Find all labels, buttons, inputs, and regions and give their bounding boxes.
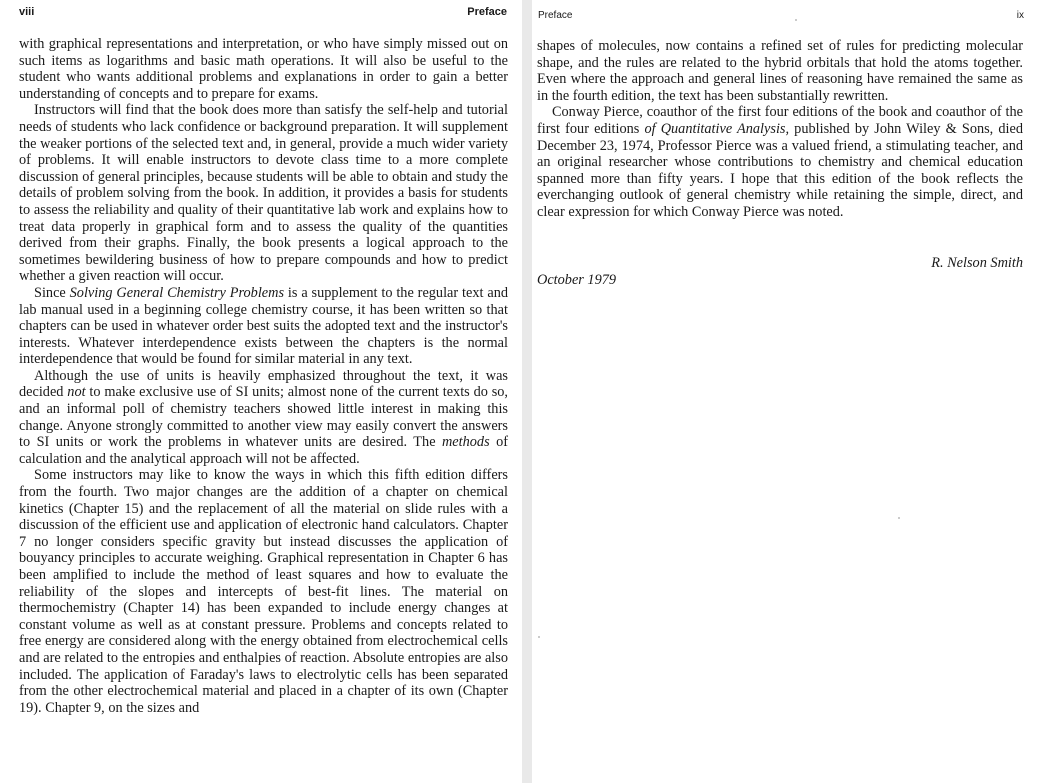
right-page bbox=[532, 0, 1050, 783]
left-paragraph-2 bbox=[19, 102, 508, 285]
left-paragraph-1 bbox=[19, 36, 508, 102]
right-page-number: ix bbox=[1016, 10, 1024, 21]
emphasis-not: not bbox=[67, 384, 86, 401]
left-body-text bbox=[19, 36, 508, 716]
left-paragraph-5 bbox=[19, 467, 508, 716]
scan-speck bbox=[538, 636, 540, 638]
scan-speck bbox=[898, 517, 900, 519]
book-title-emphasis: Solving General Chemistry Problems bbox=[69, 284, 285, 301]
right-running-title: Preface bbox=[538, 10, 573, 21]
paragraph-text: Conway Pierce, coauthor of the first four editions of the book and coauthor of the first four editions bbox=[537, 104, 1023, 137]
paragraph-text: with graphical representations and interpretation, or who have simply missed out on such items as logarithms and basic math operations. It will also be useful to the student who wants additional problems and explanations in order to gain a better understanding of concepts and to prepare for exams. bbox=[19, 36, 508, 102]
paragraph-text: Instructors will find that the book does more than satisfy the self-help and tutorial needs of students who lack confidence or background preparation. It will supplement the weaker portions of the selected text and, in general, provide a much wider variety of problems. It will enable instructors to devote class time to a more complete discussion of general principles, because students will be able to obtain and study the details of problem solving from the book. In addition, it provides a basis for students to assess the reliability and quality of their quantitative lab work and explains how to treat data properly in graphical form and to assess the quality of the quantities derived from their graphs. Finally, the book presents a logical approach to the sometimes bewildering business of how to prepare compounds and how to predict whether a given reaction will occur. bbox=[19, 102, 508, 285]
scan-speck bbox=[795, 19, 797, 21]
paragraph-text: Some instructors may like to know the ways in which this fifth edition differs from the fourth. Two major changes are the addition of a chapter on chemical kinetics (Chapter 15) and the replacement of all the material on slide rules with a discussion of the efficient use and application of electronic hand calculators. Chapter 7 no longer considers specific gravity but instead discusses the application of bouyancy principles to accurate weighing. Graphical representation in Chapter 6 has been amplified to include the method of least squares and how to evaluate the reliability of the slopes and intercepts of best-fit lines. The material on thermochemistry (Chapter 14) has been expanded to include energy changes at constant volume as well as at constant pressure. Problems and concepts related to free energy are considered along with the energy obtained from electrochemical cells and are related to the entropies and enthalpies of reaction. Absolute entropies are also included. The application of Faraday's laws to electrolytic cells has been separated from the other electrochemical material and placed in a chapter of its own (Chapter 19). Chapter 9, on the sizes and bbox=[19, 467, 508, 716]
right-paragraph-1 bbox=[537, 38, 1023, 104]
preface-date: October 1979 bbox=[537, 272, 617, 288]
left-running-title: Preface bbox=[467, 6, 507, 18]
paragraph-text: of calculation and the analytical approach will not be affected. bbox=[19, 434, 508, 467]
left-page bbox=[0, 0, 522, 783]
left-paragraph-3 bbox=[19, 285, 508, 368]
paragraph-text: Although the use of units is heavily emphasized throughout the text, it was decided bbox=[19, 367, 508, 401]
right-running-head bbox=[532, 10, 1050, 26]
left-page-number: viii bbox=[19, 6, 35, 18]
paragraph-text: is a supplement to the regular text and lab manual used in a beginning college chemistry course, it has been written so that chapters can be used in whatever order best suits the adopted text and the instructor's interests. Whatever interdependence exists between the chapters is the normal interdependence that would be found for similar material in any text. bbox=[19, 284, 508, 368]
paragraph-text: to make exclusive use of SI units; almost none of the current texts do so, and an informal poll of chemistry teachers showed little interest in making this change. Anyone strongly committed to another view may easily convert the answers to SI units or work the problems in whatever units are desired. The bbox=[19, 384, 509, 451]
right-body-text bbox=[537, 38, 1023, 221]
book-title-emphasis: of Quantitative Analysis, bbox=[644, 120, 790, 137]
right-paragraph-2 bbox=[537, 104, 1023, 220]
paragraph-text: Since bbox=[34, 284, 70, 301]
author-signature: R. Nelson Smith bbox=[931, 255, 1023, 271]
left-paragraph-4 bbox=[19, 368, 508, 468]
paragraph-text: published by John Wiley & Sons, died December 23, 1974, Professor Pierce was a valued friend, a stimulating teacher, and an original researcher whose contributions to chemistry and chemical education spanned more than fifty years. I hope that this edition of the book reflects the everchanging outlook of general chemistry while retaining the simple, direct, and clear expression for which Conway Pierce was noted. bbox=[537, 120, 1023, 220]
paragraph-text: shapes of molecules, now contains a refined set of rules for predicting molecular shape, and the rules are related to the hybrid orbitals that hold the atoms together. Even where the approach and general lines of reasoning have remained the same as in the fourth edition, the text has been substantially rewritten. bbox=[537, 38, 1023, 104]
emphasis-methods: methods bbox=[441, 434, 490, 451]
left-running-head bbox=[0, 6, 522, 22]
